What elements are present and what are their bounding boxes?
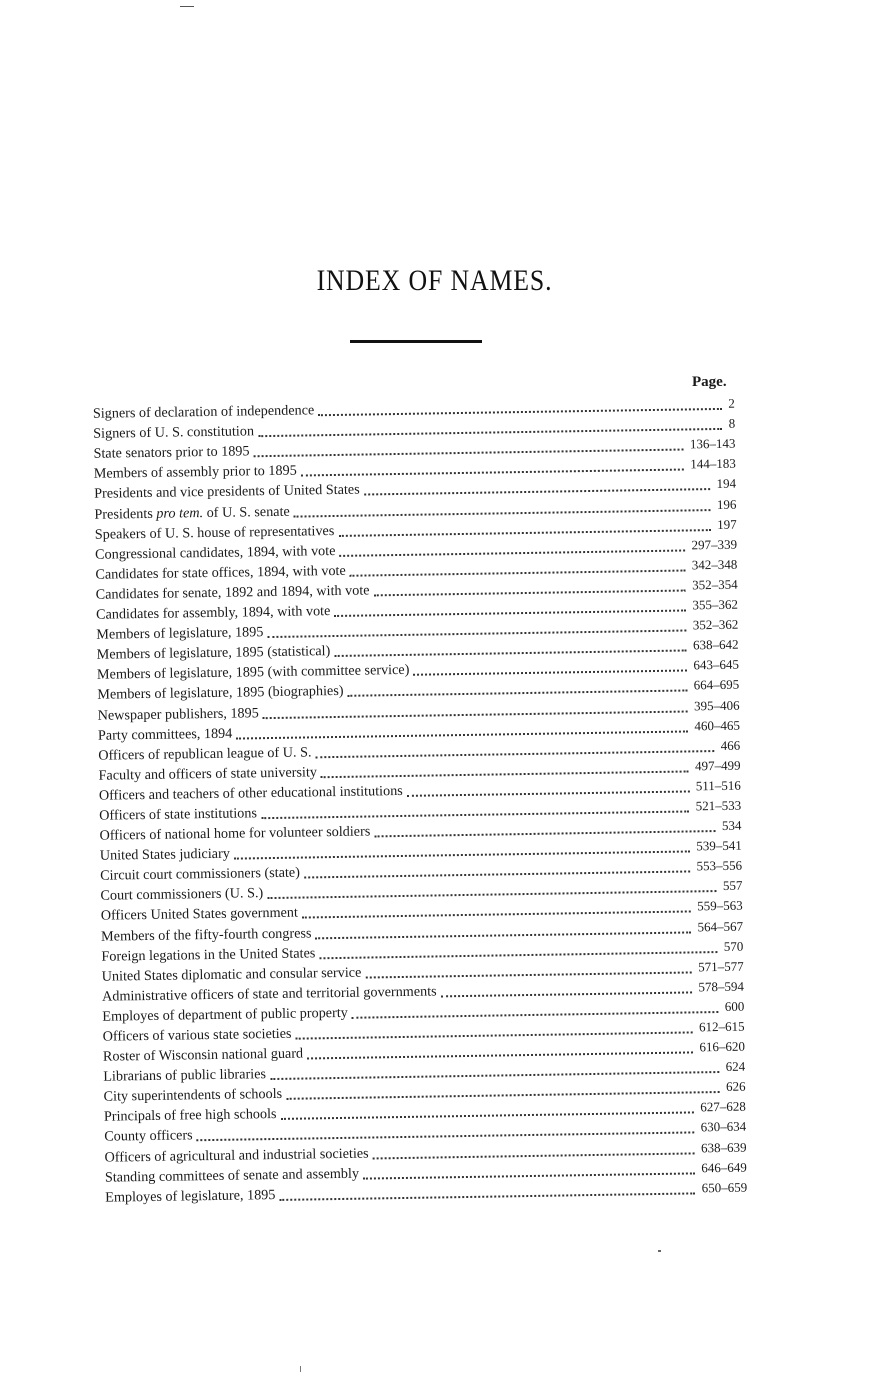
- entry-page-number: 460–465: [694, 717, 740, 733]
- entry-page-number: 557: [722, 877, 743, 894]
- entry-label: Principals of free high schools: [103, 1106, 277, 1126]
- entry-page-number: 539–541: [696, 837, 742, 854]
- entry-page-number: 511–516: [695, 777, 741, 794]
- entry-page-number: 627–628: [700, 1098, 746, 1115]
- title-rule: [350, 340, 482, 343]
- entry-page-number: 638–642: [692, 636, 739, 653]
- entry-page-number: 559–563: [697, 898, 743, 914]
- entry-page-number: 553–556: [696, 857, 743, 874]
- dot-leader: [304, 871, 690, 879]
- dot-leader: [375, 830, 716, 837]
- entry-label: Employes of department of public property: [102, 1004, 348, 1025]
- entry-page-number: 570: [723, 938, 744, 954]
- page-mark: [180, 6, 194, 7]
- entry-page-number: 342–348: [691, 556, 738, 573]
- entry-label: Members of legislature, 1895: [96, 624, 264, 643]
- entry-label: Officers of republican league of U. S.: [98, 744, 312, 764]
- entry-label: Candidates for assembly, 1894, with vote: [95, 603, 331, 623]
- entry-label: Candidates for senate, 1892 and 1894, with vote: [95, 582, 370, 603]
- entry-label: Court commissioners (U. S.): [100, 885, 264, 905]
- entry-page-number: 664–695: [693, 677, 740, 693]
- entry-label: Librarians of public libraries: [103, 1066, 267, 1085]
- entry-label: Officers of state institutions: [99, 805, 258, 824]
- dot-leader: [349, 569, 685, 576]
- index-list: [0, 393, 869, 1210]
- entry-label: Presidents and vice presidents of United States: [94, 482, 360, 503]
- dot-leader: [301, 469, 684, 477]
- entry-page-number: 638–639: [700, 1139, 747, 1155]
- entry-label: Faculty and officers of state university: [98, 764, 318, 784]
- entry-page-number: 2: [728, 395, 735, 411]
- entry-label: Members of the fifty-fourth congress: [100, 924, 312, 945]
- entry-label: Members of assembly prior to 1895: [93, 462, 297, 483]
- entry-label: Employes of legislature, 1895: [105, 1186, 276, 1206]
- entry-page-number: 297–339: [691, 536, 738, 553]
- page-title: INDEX OF NAMES.: [316, 264, 553, 297]
- dot-leader: [374, 589, 686, 596]
- italic-text: pro tem.: [156, 504, 204, 522]
- entry-label: State senators prior to 1895: [93, 443, 250, 463]
- page-speck: [300, 1366, 305, 1372]
- entry-label: Members of legislature, 1895 (biographies): [97, 683, 344, 704]
- entry-page-number: 650–659: [701, 1179, 748, 1196]
- entry-label: Officers United States government: [100, 905, 299, 925]
- dot-leader: [302, 911, 691, 919]
- entry-label: Presidents pro tem. of U. S. senate: [94, 503, 290, 523]
- entry-page-number: 626: [725, 1078, 746, 1095]
- entry-label: Administrative officers of state and territorial governments: [101, 983, 437, 1005]
- dot-leader: [364, 489, 710, 496]
- entry-page-number: 624: [725, 1058, 746, 1075]
- dot-leader: [334, 610, 686, 618]
- entry-label: United States judiciary: [99, 845, 230, 864]
- entry-label: Party committees, 1894: [97, 725, 233, 744]
- entry-label: Officers of various state societies: [102, 1025, 292, 1045]
- entry-label: Signers of U. S. constitution: [93, 423, 255, 442]
- entry-label: Congressional candidates, 1894, with vote: [94, 542, 336, 563]
- entry-label: Speakers of U. S. house of representatives: [94, 522, 335, 543]
- entry-page-number: 352–354: [692, 576, 738, 593]
- entry-page-number: 534: [721, 817, 742, 834]
- entry-page-number: 521–533: [695, 797, 742, 814]
- entry-page-number: 352–362: [692, 616, 739, 633]
- entry-label: Standing committees of senate and assembly: [104, 1165, 360, 1186]
- entry-page-number: 355–362: [692, 596, 739, 613]
- entry-page-number: 564–567: [697, 918, 744, 934]
- entry-page-number: 8: [728, 415, 736, 431]
- dot-leader: [321, 770, 689, 778]
- dot-leader: [279, 1192, 695, 1201]
- dot-leader: [363, 1172, 695, 1179]
- entry-page-number: 395–406: [693, 697, 740, 713]
- entry-page-number: 571–577: [698, 958, 744, 975]
- page-column-header: Page.: [692, 374, 727, 390]
- entry-page-number: 630–634: [700, 1119, 747, 1135]
- dot-leader: [347, 690, 687, 697]
- dot-leader: [407, 790, 690, 796]
- dot-leader: [315, 931, 691, 939]
- entry-page-number: 194: [716, 476, 737, 492]
- entry-label: Members of legislature, 1895 (statistical): [96, 643, 331, 663]
- dot-leader: [373, 1152, 695, 1159]
- dot-leader: [413, 670, 687, 676]
- dot-leader: [335, 650, 687, 658]
- entry-label: Officers of national home for volunteer soldiers: [99, 823, 371, 844]
- entry-page-number: 616–620: [699, 1038, 746, 1055]
- page-speck: [658, 1250, 661, 1252]
- dot-leader: [441, 991, 692, 997]
- entry-page-number: 497–499: [694, 757, 741, 774]
- entry-label: Officers and teachers of other educational institutions: [98, 782, 403, 804]
- entry-page-number: 646–649: [701, 1159, 747, 1175]
- entry-page-number: 643–645: [693, 656, 740, 673]
- entry-label: Signers of declaration of independence: [92, 402, 315, 422]
- entry-page-number: 197: [717, 516, 737, 532]
- entry-page-number: 600: [724, 998, 745, 1014]
- entry-label: Newspaper publishers, 1895: [97, 704, 259, 724]
- entry-label: Foreign legations in the United States: [101, 944, 316, 965]
- entry-label: County officers: [104, 1127, 193, 1146]
- entry-label: United States diplomatic and consular service: [101, 964, 362, 985]
- entry-label: City superintendents of schools: [103, 1086, 283, 1105]
- entry-page-number: 466: [720, 737, 741, 753]
- entry-page-number: 196: [716, 496, 737, 512]
- dot-leader: [339, 549, 685, 556]
- dot-leader: [351, 1011, 718, 1019]
- dot-leader: [307, 1052, 693, 1060]
- entry-page-number: 136–143: [689, 435, 736, 452]
- entry-label: Officers of agricultural and industrial societies: [104, 1145, 369, 1166]
- dot-leader: [366, 971, 692, 978]
- entry-label: Roster of Wisconsin national guard: [102, 1045, 304, 1065]
- entry-label: Candidates for state offices, 1894, with vote: [95, 562, 346, 583]
- entry-page-number: 144–183: [690, 456, 736, 472]
- entry-page-number: 612–615: [698, 1018, 745, 1035]
- entry-label: Members of legislature, 1895 (with committee service): [96, 662, 410, 684]
- entry-page-number: 578–594: [698, 978, 745, 995]
- dot-leader: [339, 529, 711, 537]
- entry-label: Circuit court commissioners (state): [100, 864, 301, 884]
